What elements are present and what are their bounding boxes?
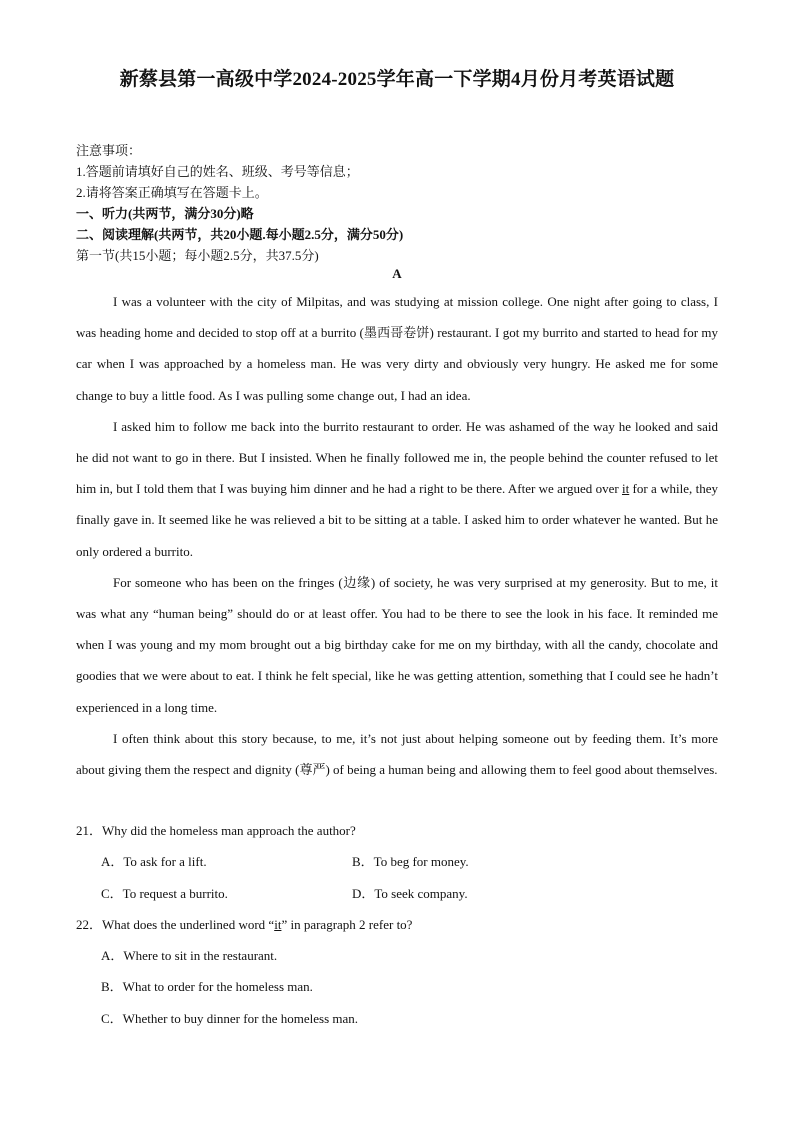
paragraph-2-text-before: I asked him to follow me back into the burrito restaurant to order. He was ashamed of the way he looked and said he did not want to go in there. But I insisted. When he finally followed me in, the people behind the counter refused to let him in, but I told them that I was buying him dinner and he had a right to be there. After we argued over [76,418,718,497]
question-22-option-a: A．Where to sit in the restaurant. [101,948,278,964]
notes-heading: 注意事项： [76,143,142,158]
paragraph-2-text-after: for a while, they finally gave in. It seemed like he was relieved a bit to be sitting at a table. I asked him to order whatever he wanted. But he only ordered a burrito. [76,481,718,559]
question-22-stem-after: ” in paragraph 2 refer to? [281,916,413,932]
passage-paragraph-4: I often think about this story because, to me, it’s not just about helping someone out by feeding them. It’s more about giving them the respect and dignity (尊严) of being a human being and allowing them to feel good about themselves. [76,730,718,778]
passage-paragraph-3: For someone who has been on the fringes (边缘) of society, he was very surprised at my generosity. But to me, it was what any “human being” should do or at least offer. You had to be there to see the look in his face. It reminded me when I was young and my mom brought out a big birthday cake for me on my birthday, with all the candy, chocolate and goodies that we were about to eat. I think he felt special, like he was getting attention, something that I could see he hadn’t experienced in a long time. [76,574,718,715]
question-22-option-c: C．Whether to buy dinner for the homeless man. [101,1010,359,1026]
question-21-option-d: D．To seek company. [352,885,468,901]
question-22-stem-before: 22．What does the underlined word “ [76,916,275,932]
section-part-1: 第一节(共15小题；每小题2.5分，共37.5分) [76,248,319,263]
question-21-stem: 21．Why did the homeless man approach the author? [76,823,356,838]
question-22-stem [76,909,718,940]
question-21-option-c: C．To request a burrito. [101,885,228,901]
exam-notes [76,140,726,266]
question-21-options-row-2 [76,878,718,909]
question-list [76,815,718,1034]
question-21-option-b: B．To beg for money. [352,854,469,870]
notes-item-1: 1.答题前请填好自己的姓名、班级、考号等信息； [76,164,359,179]
section-reading: 二、阅读理解(共两节，共20小题.每小题2.5分，满分50分) [76,227,404,242]
exam-title: 新蔡县第一高级中学2024-2025学年高一下学期4月份月考英语试题 [119,69,675,90]
question-22-underlined-word: it [274,916,282,932]
underlined-word-it: it [622,481,630,497]
question-21-option-a: A．To ask for a lift. [101,854,207,870]
passage-paragraph-2 [76,411,718,567]
reading-passage [76,286,718,785]
passage-paragraph-1: I was a volunteer with the city of Milpitas, and was studying at mission college. One night after going to class, I was heading home and decided to stop off at a burrito (墨西哥卷饼) restaurant. I got my burrito and started to head for my car when I was approached by a homeless man. He was very dirty and obviously very hungry. He asked me for some change to buy a little food. As I was pulling some change out, I had an idea. [76,294,718,403]
section-listening: 一、听力(共两节，满分30分)略 [76,206,254,221]
notes-item-2: 2.请将答案正确填写在答题卡上。 [76,185,268,200]
passage-letter: A [392,266,402,281]
question-22-option-b: B．What to order for the homeless man. [101,979,313,995]
question-21-options-row-1 [76,846,718,877]
